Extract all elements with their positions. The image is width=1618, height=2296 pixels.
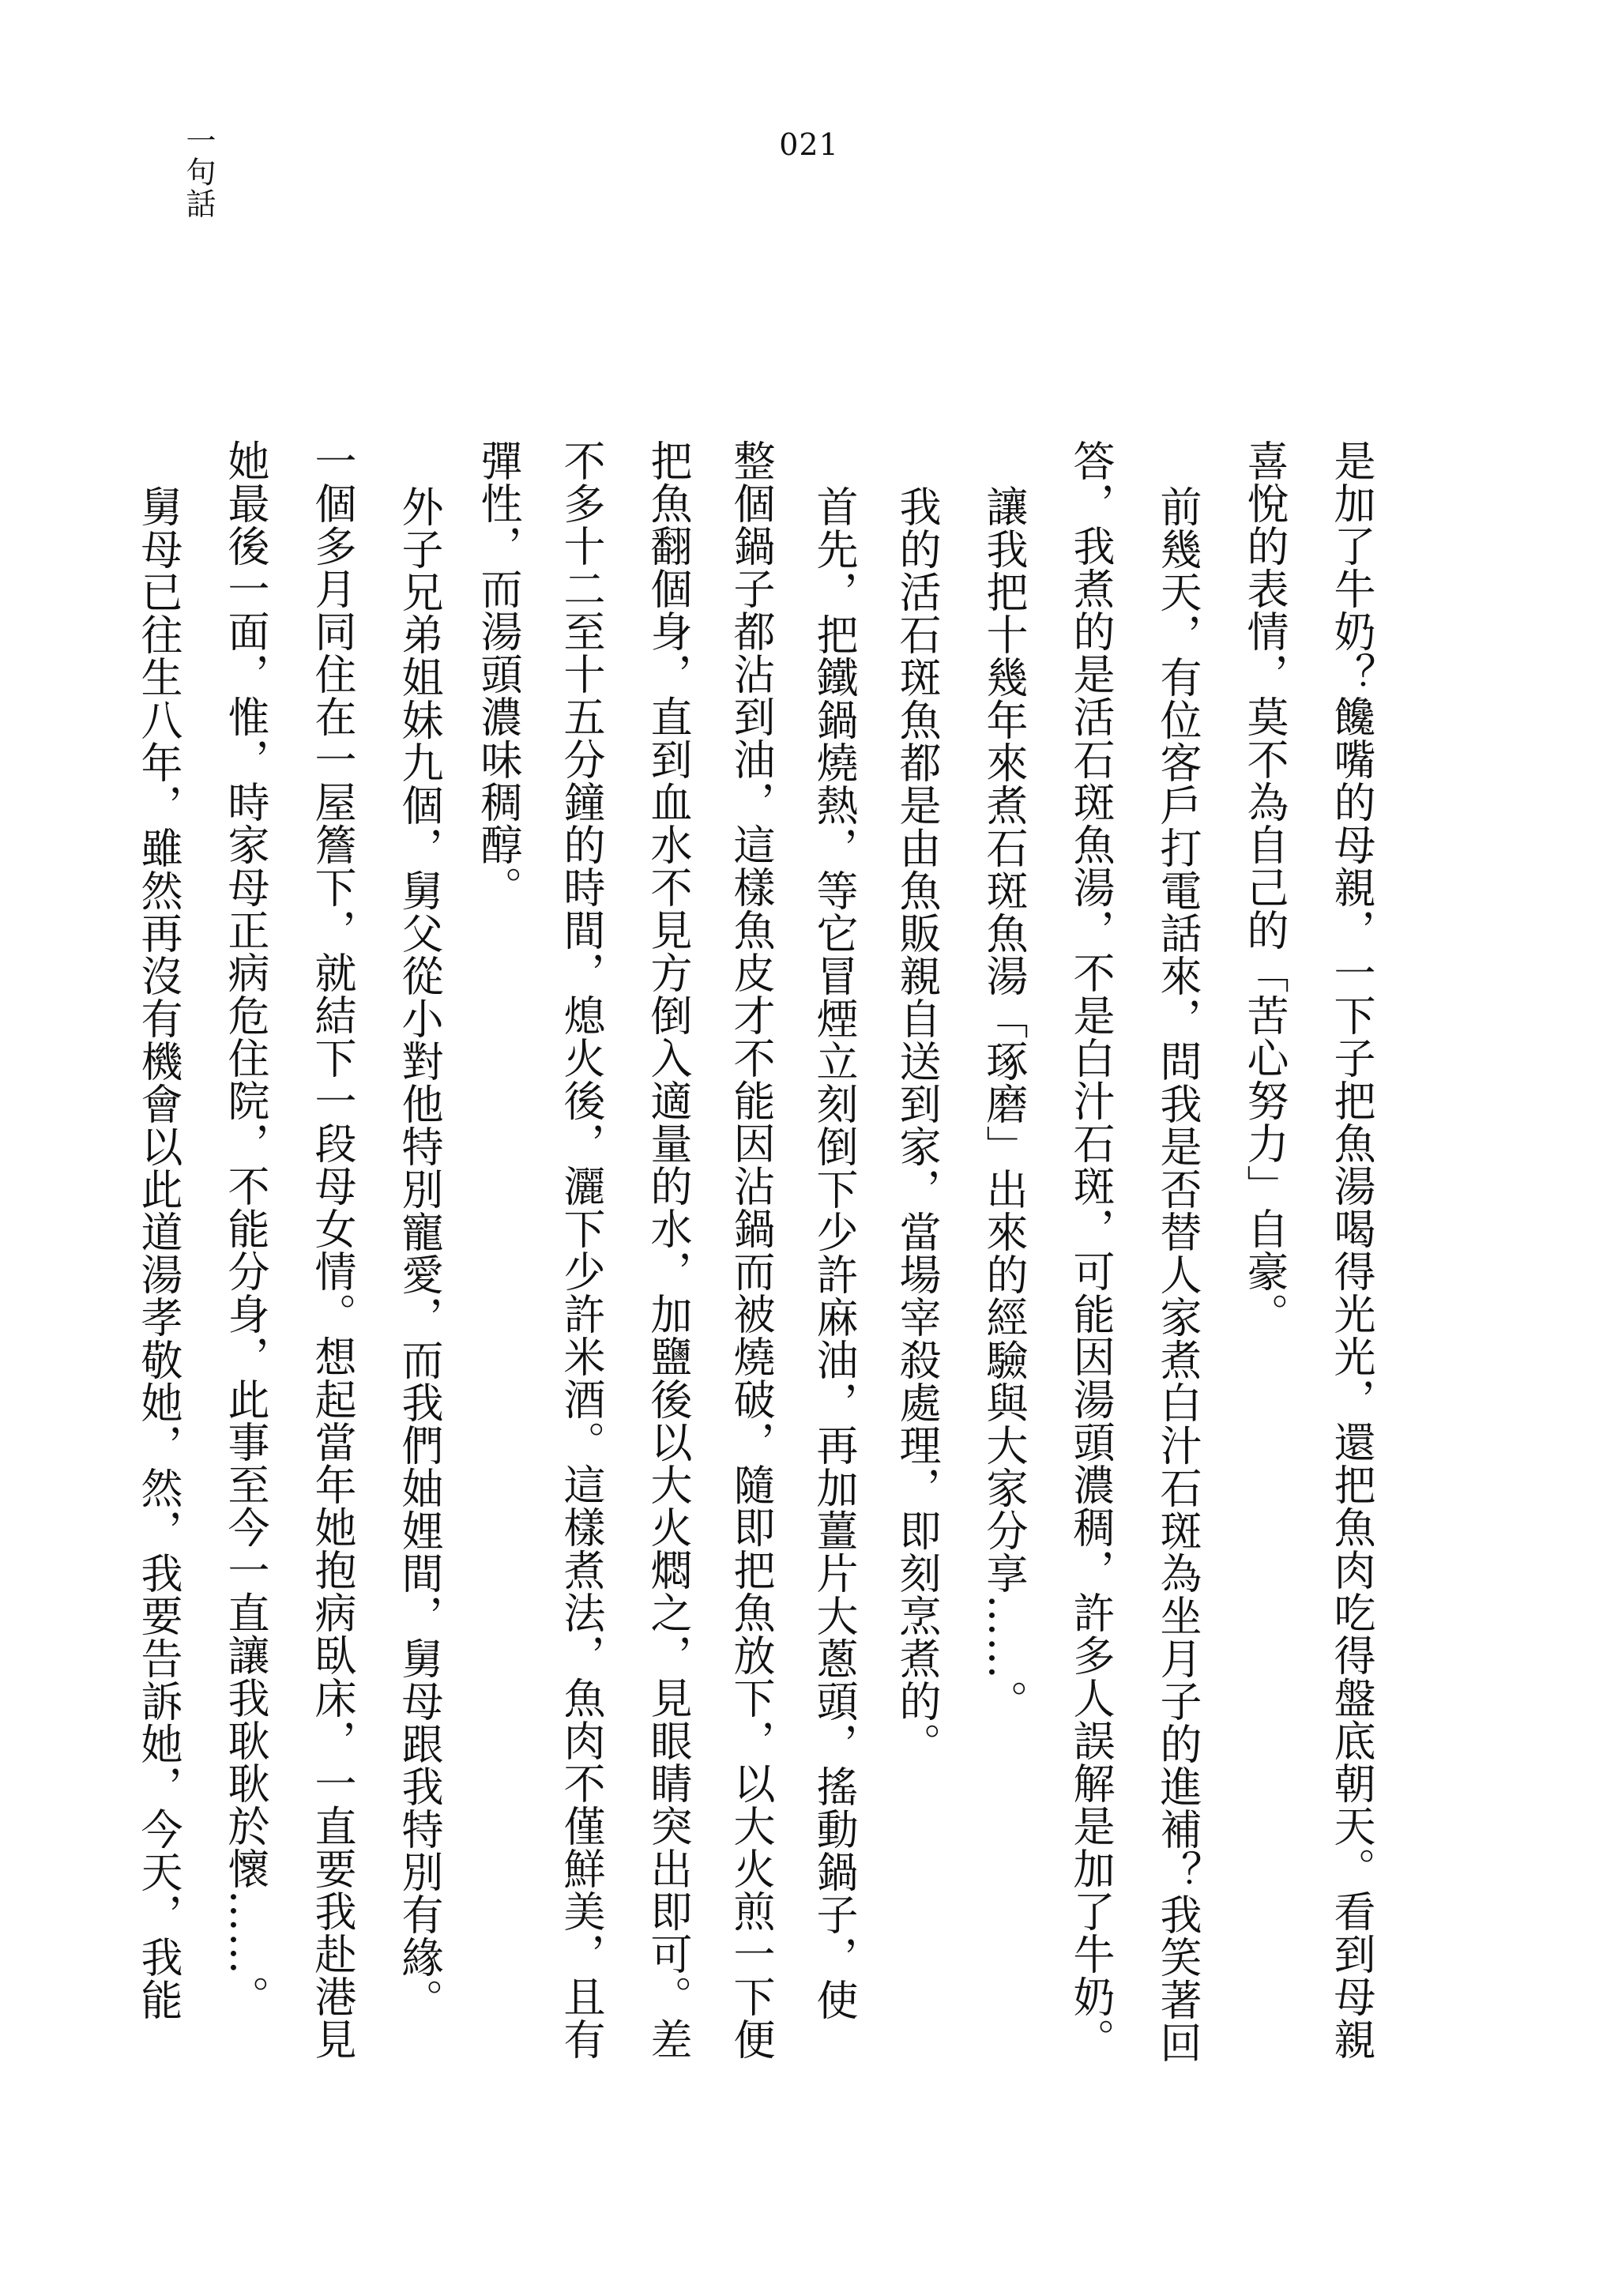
text-line: 不多十二至十五分鐘的時間，熄火後，灑下少許米酒。這樣煮法，魚肉不僅鮮美，且有 [557, 439, 605, 2061]
text-line: 喜悅的表情，莫不為自己的「苦心努力」自豪。 [1240, 439, 1289, 1335]
text-line: 彈性，而湯頭濃味稠醇。 [474, 439, 522, 909]
text-line: 是加了牛奶？饞嘴的母親，一下子把魚湯喝得光光，還把魚肉吃得盤底朝天。看到母親 [1327, 439, 1375, 2061]
text-line: 外子兄弟姐妹九個，舅父從小對他特別寵愛，而我們妯娌間，舅母跟我特別有緣。 [395, 485, 443, 2021]
text-line: 前幾天，有位客戶打電話來，問我是否替人家煮白汁石斑為坐月子的進補？我笑著回 [1153, 485, 1202, 2064]
text-line: 整個鍋子都沾到油，這樣魚皮才不能因沾鍋而被燒破，隨即把魚放下，以大火煎一下便 [727, 439, 775, 2061]
text-line: 首先，把鐵鍋燒熱，等它冒煙立刻倒下少許麻油，再加薑片大蔥頭，搖動鍋子，使 [810, 485, 858, 2021]
text-line: 我的活石斑魚都是由魚販親自送到家，當場宰殺處理，即刻烹煮的。 [893, 485, 941, 1765]
text-line: 舅母已往生八年，雖然再沒有機會以此道湯孝敬她，然，我要告訴她，今天，我能 [134, 485, 182, 2021]
page-number: 021 [779, 127, 839, 162]
running-head: 一句話 [181, 125, 216, 220]
text-line: 讓我把十幾年來煮石斑魚湯「琢磨」出來的經驗與大家分享……。 [980, 485, 1028, 1722]
text-line: 答，我煮的是活石斑魚湯，不是白汁石斑，可能因湯頭濃稠，許多人誤解是加了牛奶。 [1067, 439, 1115, 2061]
text-line: 一個多月同住在一屋簷下，就結下一段母女情。想起當年她抱病臥床，一直要我赴港見 [308, 439, 356, 2061]
text-line: 把魚翻個身，直到血水不見方倒入適量的水，加鹽後以大火燜之，見眼睛突出即可。差 [644, 439, 692, 2061]
text-line: 她最後一面，惟，時家母正病危住院，不能分身，此事至今一直讓我耿耿於懷……。 [221, 439, 269, 2018]
